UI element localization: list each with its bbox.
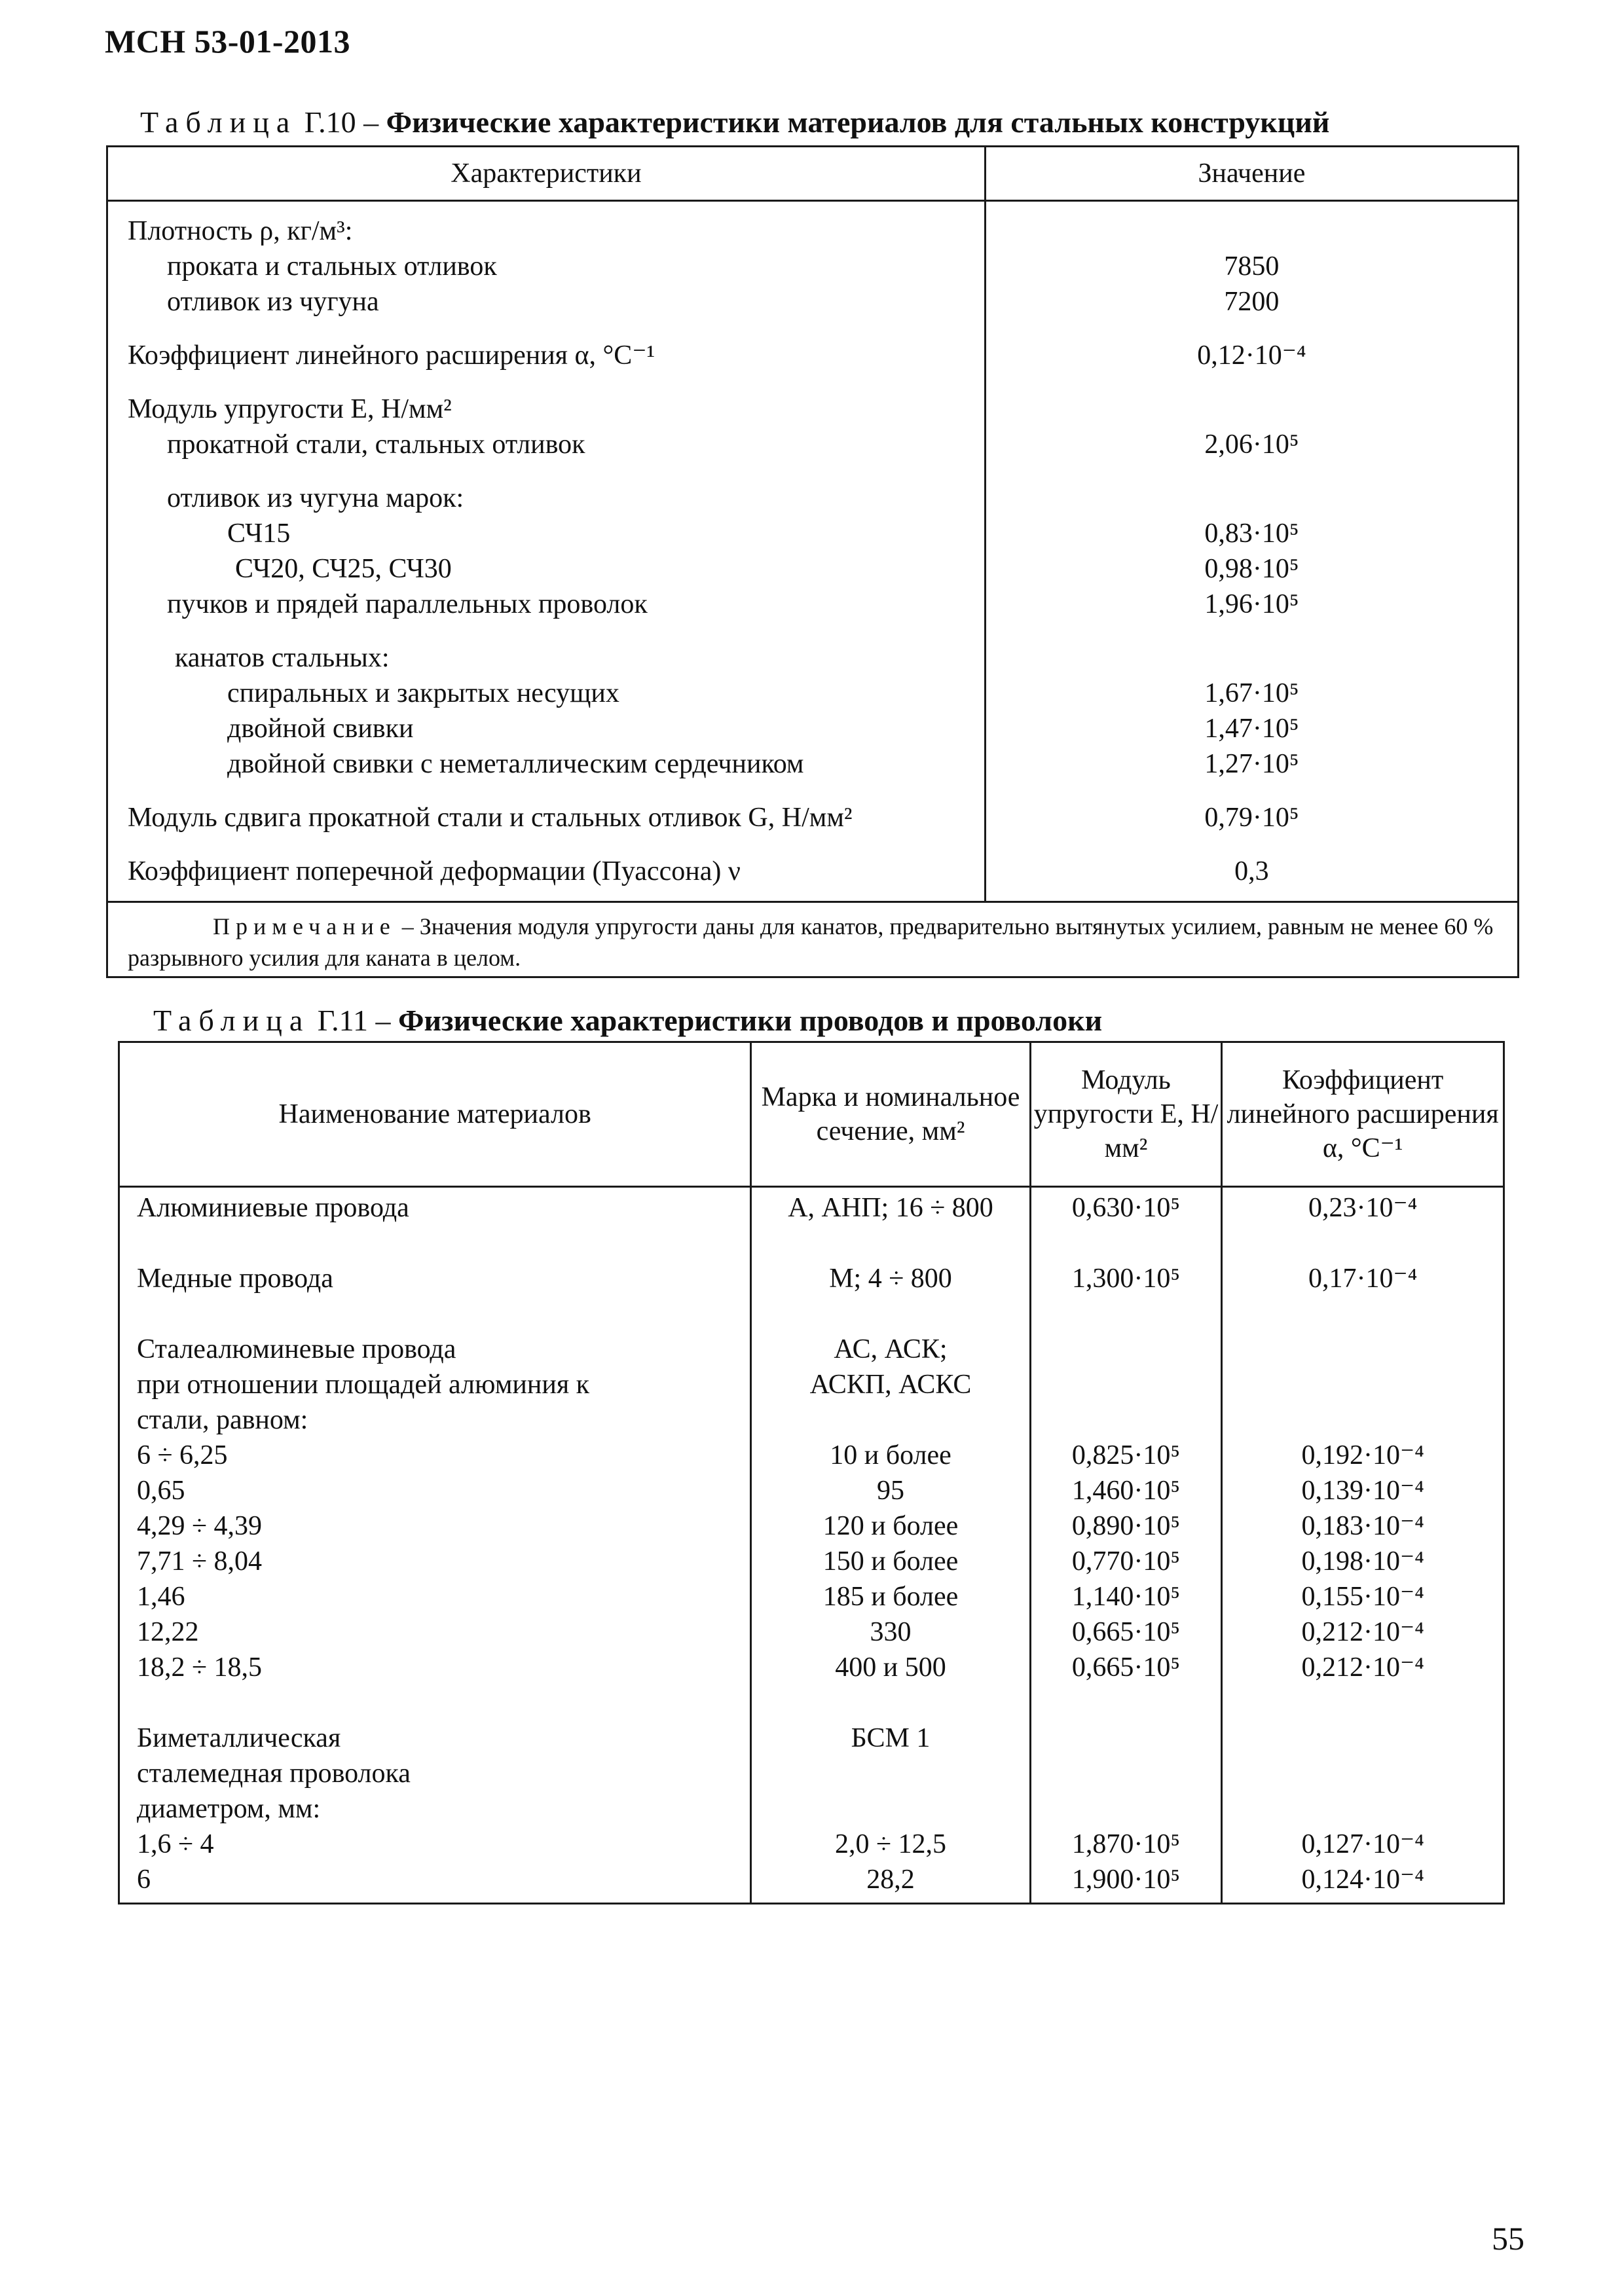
table-11-mark-line <box>752 1756 1029 1791</box>
table-11-name-line: 0,65 <box>137 1476 185 1506</box>
table-11-coef-line: 0,198·10⁻⁴ <box>1301 1546 1424 1576</box>
table-11-title: Физические характеристики проводов и проволоки <box>397 1004 1103 1037</box>
table-10-col-characteristics: Характеристики <box>107 147 986 201</box>
table-11-name-line: 4,29 ÷ 4,39 <box>137 1511 263 1541</box>
char-poisson: Коэффициент поперечной деформации (Пуассона) ν <box>128 856 741 886</box>
table-11-modulus-line: 1,300·10⁵ <box>1071 1264 1181 1294</box>
table-11-mark-line: М; 4 ÷ 800 <box>829 1264 952 1294</box>
val-shear-modulus: 0,79·10⁵ <box>1204 803 1299 833</box>
table-11-coef-line <box>1223 1367 1503 1402</box>
table-11-modulus-line: 0,770·10⁵ <box>1071 1546 1181 1576</box>
table-11-name-line: 7,71 ÷ 8,04 <box>137 1546 263 1576</box>
table-11-modulus-cell <box>1030 1187 1222 1904</box>
table-11-coef-line <box>1223 1791 1503 1827</box>
table-11-coef-line: 0,127·10⁻⁴ <box>1301 1829 1424 1859</box>
table-11-name-line: 1,6 ÷ 4 <box>137 1829 214 1859</box>
table-11-caption <box>153 1003 1102 1038</box>
table-11-modulus-line: 0,665·10⁵ <box>1071 1652 1181 1683</box>
table-10 <box>106 145 1519 978</box>
table-11-mark-line: 185 и более <box>822 1582 959 1612</box>
table-11-coef-line: 0,23·10⁻⁴ <box>1308 1193 1418 1223</box>
table-11-modulus-line <box>1031 1756 1221 1791</box>
char-shear-modulus: Модуль сдвига прокатной стали и стальных отливок G, Н/мм² <box>128 803 853 833</box>
char-sch15: СЧ15 <box>227 519 291 549</box>
table-10-label: Таблица <box>140 105 297 139</box>
table-11-coef-line: 0,192·10⁻⁴ <box>1301 1440 1424 1470</box>
table-11-name-line: 6 <box>137 1865 151 1895</box>
val-wire-bundles: 1,96·10⁵ <box>1204 589 1299 619</box>
val-thermal-coef: 0,12·10⁻⁴ <box>1197 340 1306 371</box>
table-11-name-line: стали, равном: <box>137 1405 308 1435</box>
table-10-title: Физические характеристики материалов для стальных конструкций <box>386 105 1330 139</box>
val-double-lay-nonmetal: 1,27·10⁵ <box>1204 749 1299 779</box>
table-11-mark-line <box>752 1791 1029 1827</box>
char-density-rolled: проката и стальных отливок <box>167 251 497 282</box>
table-11-modulus-line: 1,460·10⁵ <box>1071 1476 1181 1506</box>
table-11-name-line: 1,46 <box>137 1582 185 1612</box>
char-thermal-coef: Коэффициент линейного расширения α, °C⁻¹ <box>128 340 655 371</box>
table-10-caption <box>140 105 1329 139</box>
table-10-characteristics-cell <box>107 201 986 902</box>
table-11-coef-line <box>1223 1402 1503 1438</box>
val-blank <box>986 392 1517 427</box>
table-11-mark-line: 2,0 ÷ 12,5 <box>834 1829 947 1859</box>
val-sch15: 0,83·10⁵ <box>1204 519 1299 549</box>
table-11-coef-line <box>1223 1332 1503 1367</box>
table-11-modulus-line <box>1031 1791 1221 1827</box>
table-11-name-line: 18,2 ÷ 18,5 <box>137 1652 263 1683</box>
table-11-modulus-line <box>1031 1332 1221 1367</box>
table-11-mark-line: 28,2 <box>866 1865 915 1895</box>
table-11-coef-line: 0,212·10⁻⁴ <box>1301 1617 1424 1647</box>
note-label: Примечание <box>213 913 396 939</box>
table-11-name-line: Алюминиевые провода <box>137 1193 409 1223</box>
table-11-header-row <box>119 1042 1504 1187</box>
char-modulus-rolled: прокатной стали, стальных отливок <box>167 429 585 460</box>
char-steel-ropes: канатов стальных: <box>175 643 390 673</box>
val-density-rolled: 7850 <box>1224 251 1280 282</box>
page-number: 55 <box>1492 2220 1524 2257</box>
table-11-coef-line: 0,183·10⁻⁴ <box>1301 1511 1424 1541</box>
document-code: МСН 53-01-2013 <box>105 23 350 60</box>
char-castiron-grades: отливок из чугуна марок: <box>167 483 464 513</box>
val-modulus-rolled: 2,06·10⁵ <box>1204 429 1299 460</box>
val-spiral-ropes: 1,67·10⁵ <box>1204 678 1299 708</box>
table-11-col-material: Наименование материалов <box>119 1042 751 1187</box>
val-double-lay: 1,47·10⁵ <box>1204 714 1299 744</box>
table-10-header-row <box>107 147 1519 201</box>
table-11-modulus-line: 0,630·10⁵ <box>1071 1193 1181 1223</box>
table-10-values-cell <box>985 201 1518 902</box>
char-double-lay-nonmetal: двойной свивки с неметаллическим сердечником <box>227 749 804 779</box>
table-11-label: Таблица <box>153 1004 310 1037</box>
table-11-modulus-line <box>1031 1402 1221 1438</box>
val-blank <box>986 213 1517 249</box>
table-11-marks-cell <box>751 1187 1030 1904</box>
char-sch20-30: СЧ20, СЧ25, СЧ30 <box>235 554 452 584</box>
table-11-mark-line: БСМ 1 <box>851 1723 931 1753</box>
table-11-col-coefficient: Коэффициент линейного расширения α, °C⁻¹ <box>1222 1042 1504 1187</box>
table-11-name-line: 12,22 <box>137 1617 199 1647</box>
val-blank <box>986 481 1517 516</box>
table-11-name-line: при отношении площадей алюминия к <box>137 1370 590 1400</box>
char-elastic-modulus: Модуль упругости E, Н/мм² <box>128 394 452 424</box>
table-11-body-row <box>119 1187 1504 1904</box>
table-11-name-line: 6 ÷ 6,25 <box>137 1440 228 1470</box>
table-10-note <box>107 902 1519 977</box>
table-10-body-row <box>107 201 1519 902</box>
table-11-name-line: Сталеалюминевые провода <box>137 1334 456 1364</box>
table-11-coef-line: 0,17·10⁻⁴ <box>1308 1264 1418 1294</box>
table-11-coef-line <box>1223 1756 1503 1791</box>
table-11-modulus-line: 1,870·10⁵ <box>1071 1829 1181 1859</box>
table-10-col-value: Значение <box>985 147 1518 201</box>
table-11-mark-line <box>752 1402 1029 1438</box>
table-11-coef-line: 0,212·10⁻⁴ <box>1301 1652 1424 1683</box>
table-11-name-line: диаметром, мм: <box>137 1794 321 1824</box>
table-11-coef-line: 0,155·10⁻⁴ <box>1301 1582 1424 1612</box>
char-wire-bundles: пучков и прядей параллельных проволок <box>167 589 648 619</box>
table-11-mark-line: 400 и 500 <box>835 1652 946 1683</box>
char-density: Плотность ρ, кг/м³: <box>128 216 353 246</box>
val-density-castiron: 7200 <box>1224 287 1280 317</box>
val-poisson: 0,3 <box>1234 856 1269 886</box>
table-11-modulus-line <box>1031 1721 1221 1756</box>
table-11-modulus-line: 0,890·10⁵ <box>1071 1511 1181 1541</box>
table-11 <box>118 1041 1505 1904</box>
table-11-coef-line: 0,139·10⁻⁴ <box>1301 1476 1424 1506</box>
char-density-castiron: отливок из чугуна <box>167 287 379 317</box>
char-spiral-ropes: спиральных и закрытых несущих <box>227 678 619 708</box>
table-11-modulus-line: 1,900·10⁵ <box>1071 1865 1181 1895</box>
val-sch20-30: 0,98·10⁵ <box>1204 554 1299 584</box>
table-11-mark-line: А, АНП; 16 ÷ 800 <box>788 1193 993 1223</box>
table-10-note-row <box>107 902 1519 977</box>
table-11-name-line: сталемедная проволока <box>137 1758 411 1789</box>
table-11-name-line: Медные провода <box>137 1264 333 1294</box>
table-11-mark-line: 120 и более <box>822 1511 959 1541</box>
table-10-number: Г.10 – <box>304 105 379 139</box>
table-11-modulus-line: 0,665·10⁵ <box>1071 1617 1181 1647</box>
table-11-col-modulus: Модуль упругости E, Н/мм² <box>1030 1042 1222 1187</box>
table-11-mark-line: АСКП, АСКС <box>809 1370 972 1400</box>
char-double-lay: двойной свивки <box>227 714 414 744</box>
table-11-coef-line <box>1223 1721 1503 1756</box>
table-11-mark-line: 150 и более <box>822 1546 959 1576</box>
table-11-coef-line: 0,124·10⁻⁴ <box>1301 1865 1424 1895</box>
table-11-names-cell <box>119 1187 751 1904</box>
table-11-modulus-line: 1,140·10⁵ <box>1071 1582 1181 1612</box>
table-11-number: Г.11 – <box>317 1004 391 1037</box>
table-11-mark-line: АС, АСК; <box>834 1334 948 1364</box>
table-11-col-mark: Марка и номинальное сечение, мм² <box>751 1042 1030 1187</box>
table-11-mark-line: 330 <box>870 1617 912 1647</box>
table-11-modulus-line: 0,825·10⁵ <box>1071 1440 1181 1470</box>
table-11-mark-line: 10 и более <box>830 1440 951 1470</box>
table-11-mark-line: 95 <box>877 1476 904 1506</box>
table-11-coef-cell <box>1222 1187 1504 1904</box>
table-11-modulus-line <box>1031 1367 1221 1402</box>
note-text: – Значения модуля упругости даны для канатов, предварительно вытянутых усилием, равным не менее 60 % разрывного усилия для каната в целом. <box>128 913 1494 971</box>
val-blank <box>986 640 1517 676</box>
table-11-name-line: Биметаллическая <box>137 1723 341 1753</box>
